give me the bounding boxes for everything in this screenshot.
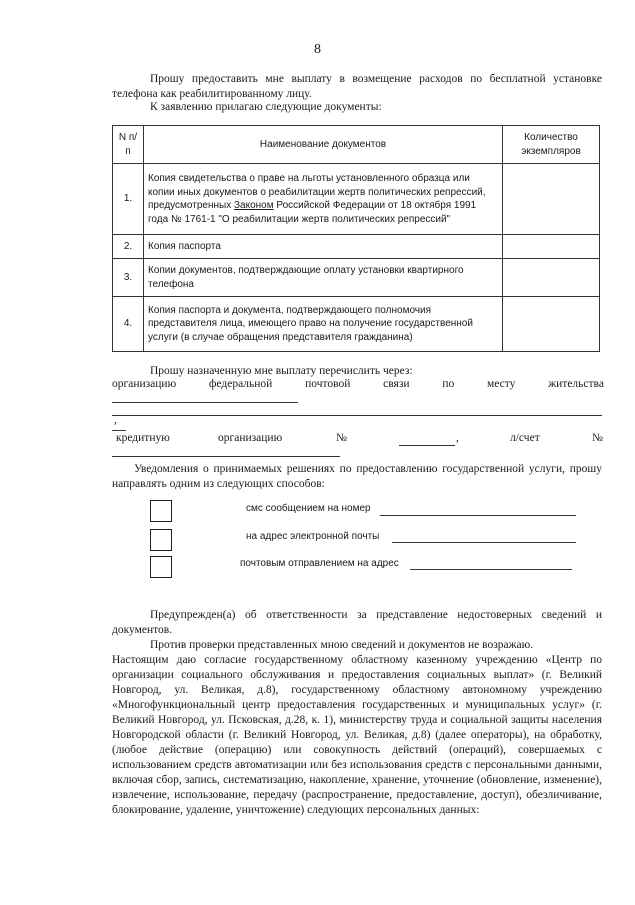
address-blank-2[interactable]: [112, 415, 602, 416]
credit-number-sign: №: [336, 432, 347, 444]
row-qty[interactable]: [503, 259, 600, 297]
row-name-part: Копия свидетельства о праве на льготы установленного образца или копии иных документов о реабилитации жертв политических репрессий, предусмотренных: [148, 173, 486, 211]
sms-checkbox[interactable]: [150, 500, 172, 522]
table-row: [113, 235, 600, 259]
email-checkbox[interactable]: [150, 529, 172, 551]
warning-text: Предупрежден(а) об ответственности за представление недостоверных сведений и документов.: [112, 609, 602, 636]
account-number-sign: №: [592, 432, 603, 444]
transfer-intro: Прошу назначенную мне выплату перечислить через:: [150, 365, 413, 377]
row-name: Копия паспорта и документа, подтверждающего полномочия представителя лица, имеющего право на получение государственной услуги (в случае обращения представителя гражданина): [144, 297, 503, 352]
post-checkbox[interactable]: [150, 556, 172, 578]
documents-table: [112, 125, 600, 352]
transfer-word: месту: [487, 378, 516, 390]
email-blank[interactable]: [392, 542, 576, 543]
transfer-word: жительства: [548, 378, 604, 390]
row-name: Копия паспорта: [144, 235, 503, 259]
address-blank-1[interactable]: [112, 402, 298, 403]
attach-line: К заявлению прилагаю следующие документы:: [150, 101, 382, 113]
comma-mark: ,: [114, 414, 117, 426]
row-name-part: Российской Федерации от 18 октября 1991 года № 1761-1 "О реабилитации жертв политических репрессий": [148, 200, 477, 225]
request-paragraph: Прошу предоставить мне выплату в возмещение расходов по бесплатной установке телефона как реабилитированному лицу.: [112, 73, 602, 100]
header-num: N п/п: [113, 126, 144, 164]
notify-text: Уведомления о принимаемых решениях по предоставлению государственной услуги, прошу направлять одним из следующих способов:: [112, 463, 602, 490]
no-objection: Против проверки представленных мною сведений и документов не возражаю.: [150, 639, 534, 651]
page-number: 8: [314, 42, 321, 57]
credit-comma: ,: [456, 432, 459, 444]
credit-word: организацию: [218, 432, 283, 444]
row-qty[interactable]: [503, 297, 600, 352]
row-num: 1.: [113, 164, 144, 235]
transfer-word: почтовой: [305, 378, 351, 390]
row-name: Копии документов, подтверждающие оплату установки квартирного телефона: [144, 259, 503, 297]
sms-number-blank[interactable]: [380, 515, 576, 516]
consent-text: Настоящим даю согласие государственному областному казенному учреждению «Центр по организации социального обслуживания и предоставления социальных выплат» (г. Великий Новгород, ул. Великая, д.8), государственному областному автономному учреждению «Многофункциональный центр предоставления государственных и муниципальных услуг» (г. Великий Новгород, ул. Псковская, д.28, к. 1), министерству труда и социальной защиты населения Новгородской области (г. Великий Новгород, ул. Великая, д.8) (далее операторы), на обработку, (любое действие (операцию) или совокупность действий (операций), совершаемых с использованием средств автоматизации или без использования средств с персональными данными, включая сбор, запись, систематизацию, накопление, хранение, уточнение (обновление, изменение), извлечение, использование, передачу (распространение, предоставление, доступ), обезличивание, блокирование, удаление, уничтожение) следующих персональных данных:: [112, 654, 602, 816]
table-row: [113, 259, 600, 297]
row-qty[interactable]: [503, 235, 600, 259]
row-num: 4.: [113, 297, 144, 352]
row-num: 2.: [113, 235, 144, 259]
law-link[interactable]: Законом: [233, 200, 274, 211]
transfer-line: [112, 378, 604, 390]
transfer-word: федеральной: [208, 378, 273, 390]
table-row: [113, 297, 600, 352]
post-option-label: почтовым отправлением на адрес: [240, 558, 399, 569]
credit-number-blank[interactable]: [399, 445, 455, 446]
table-row: [113, 164, 600, 235]
account-label: л/счет: [510, 432, 540, 444]
account-blank[interactable]: [112, 456, 340, 457]
post-address-blank[interactable]: [410, 569, 572, 570]
transfer-word: связи: [383, 378, 410, 390]
transfer-word: по: [442, 378, 455, 390]
row-qty[interactable]: [503, 164, 600, 235]
email-option-label: на адрес электронной почты: [246, 531, 380, 542]
row-name: [144, 164, 503, 235]
credit-line: [112, 432, 604, 448]
sms-option-label: смс сообщением на номер: [246, 503, 371, 514]
transfer-word: организацию: [112, 378, 177, 390]
credit-word: кредитную: [116, 432, 170, 444]
address-blank-3[interactable]: [112, 430, 126, 431]
header-qty: Количество экземпляров: [503, 126, 600, 164]
table-header-row: [113, 126, 600, 164]
header-name: Наименование документов: [144, 126, 503, 164]
row-num: 3.: [113, 259, 144, 297]
